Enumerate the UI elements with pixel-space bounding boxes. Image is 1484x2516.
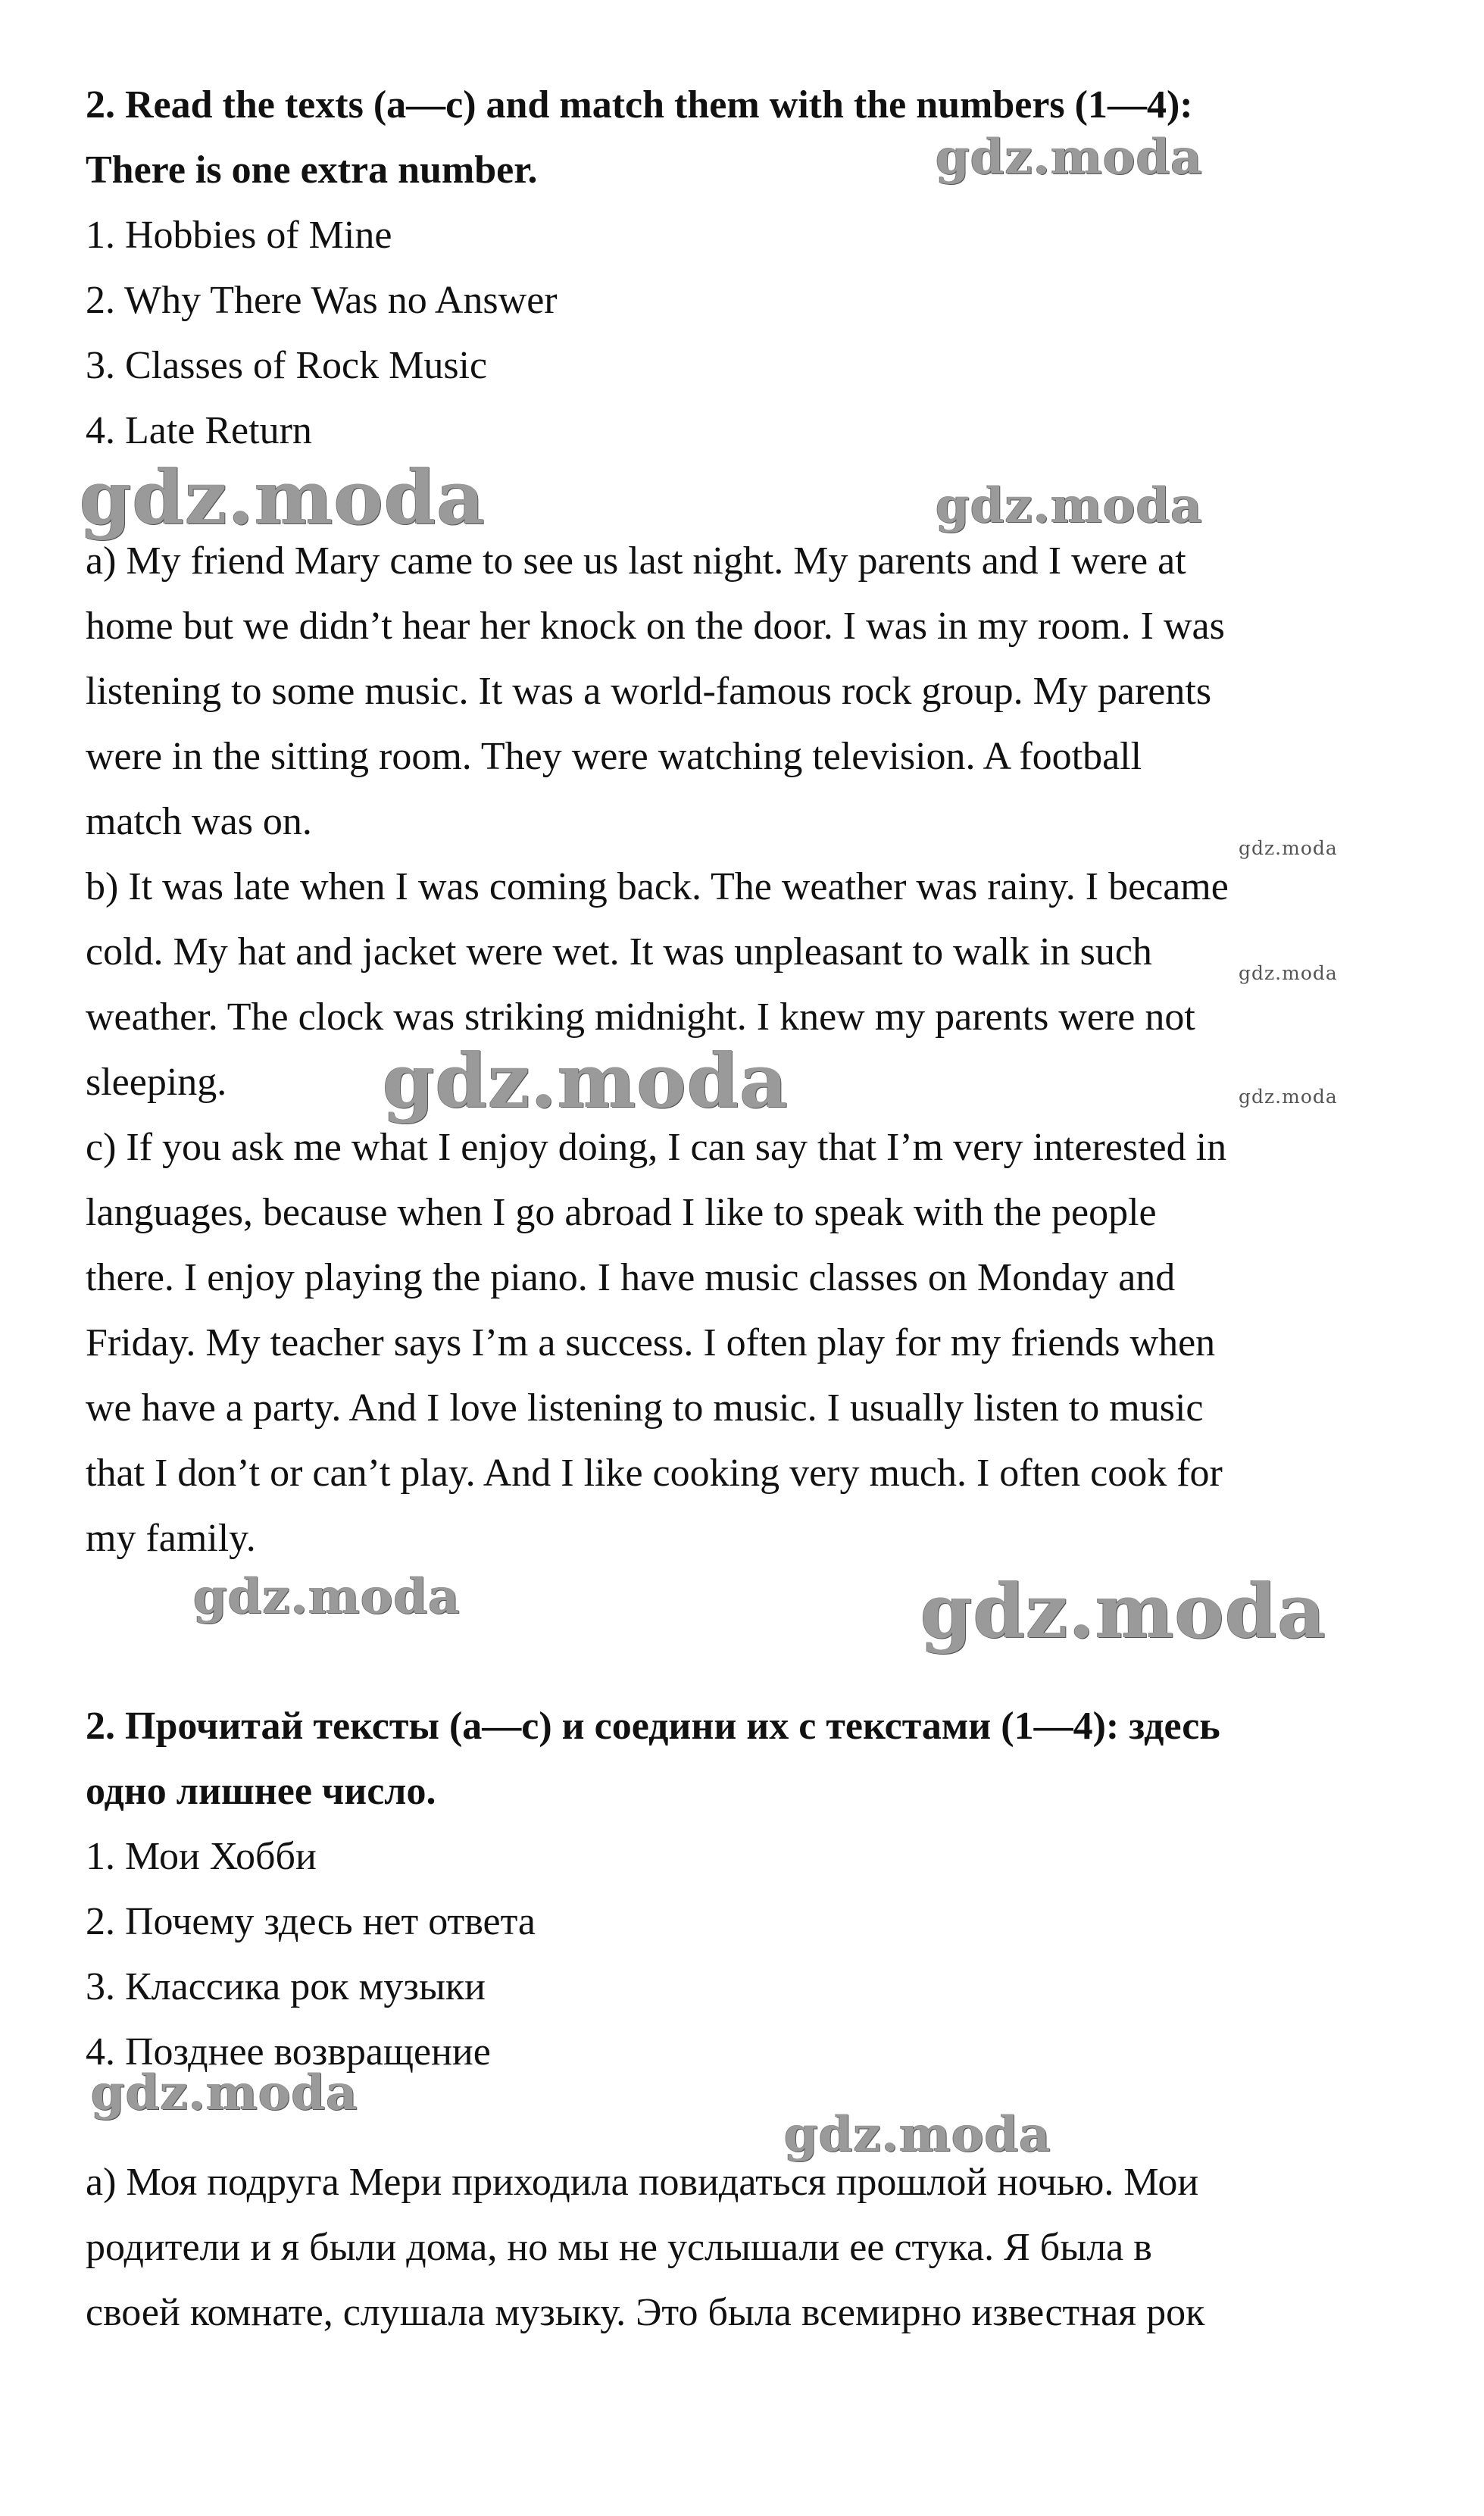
text-en-line: cold. My hat and jacket were wet. It was unpleasant to walk in such [86, 930, 1152, 974]
option-ru-4: 4. Позднее возвращение [86, 2030, 491, 2074]
option-en-4: 4. Late Return [86, 409, 312, 452]
text-en-line: languages, because when I go abroad I like to speak with the people [86, 1191, 1157, 1234]
option-en-2: 2. Why There Was no Answer [86, 279, 558, 322]
option-ru-2: 2. Почему здесь нет ответа [86, 1900, 536, 1943]
text-en-line: my family. [86, 1517, 256, 1560]
task-heading-en-line-2: There is one extra number. [86, 148, 538, 192]
watermark: gdz.moda [920, 1568, 1326, 1655]
task-heading-ru-line-2: одно лишнее число. [86, 1770, 436, 1813]
text-en-line: were in the sitting room. They were watching television. A football [86, 735, 1142, 778]
text-en-line: there. I enjoy playing the piano. I have music classes on Monday and [86, 1256, 1176, 1299]
text-ru-line: своей комнате, слушала музыку. Это была всемирно известная рок [86, 2291, 1205, 2334]
text-en-line: weather. The clock was striking midnight. I knew my parents were not [86, 995, 1195, 1039]
watermark: gdz.moda [383, 1038, 789, 1125]
watermark: gdz.moda [193, 1568, 461, 1625]
watermark: gdz.moda [936, 129, 1203, 186]
watermark: gdz.moda [80, 455, 486, 542]
task-heading-en-line-1: 2. Read the texts (a—c) and match them with the numbers (1—4): [86, 83, 1193, 127]
text-en-line: a) My friend Mary came to see us last night. My parents and I were at [86, 539, 1186, 583]
watermark: gdz.moda [1239, 837, 1338, 859]
text-en-line: listening to some music. It was a world-famous rock group. My parents [86, 670, 1212, 713]
text-en-line: Friday. My teacher says I’m a success. I often play for my friends when [86, 1321, 1216, 1364]
option-ru-3: 3. Классика рок музыки [86, 1965, 486, 2008]
watermark: gdz.moda [91, 2064, 358, 2121]
text-en-line: match was on. [86, 800, 312, 843]
option-en-1: 1. Hobbies of Mine [86, 214, 392, 257]
text-en-line: b) It was late when I was coming back. The weather was rainy. I became [86, 865, 1229, 908]
text-ru-line: a) Моя подруга Мери приходила повидаться прошлой ночью. Мои [86, 2161, 1199, 2204]
watermark: gdz.moda [784, 2106, 1051, 2163]
watermark: gdz.moda [1239, 1086, 1338, 1108]
option-ru-1: 1. Мои Хобби [86, 1835, 317, 1878]
text-en-line: home but we didn’t hear her knock on the door. I was in my room. I was [86, 605, 1225, 648]
text-en-line: we have a party. And I love listening to music. I usually listen to music [86, 1386, 1204, 1430]
watermark: gdz.moda [1239, 962, 1338, 984]
task-heading-ru-line-1: 2. Прочитай тексты (a—c) и соедини их с текстами (1—4): здесь [86, 1705, 1220, 1748]
option-en-3: 3. Classes of Rock Music [86, 344, 488, 387]
watermark: gdz.moda [936, 477, 1203, 534]
text-en-line: sleeping. [86, 1061, 227, 1104]
text-en-line: that I don’t or can’t play. And I like cooking very much. I often cook for [86, 1452, 1223, 1495]
text-en-line: c) If you ask me what I enjoy doing, I can say that I’m very interested in [86, 1126, 1227, 1169]
text-ru-line: родители и я были дома, но мы не услышали ее стука. Я была в [86, 2226, 1152, 2269]
